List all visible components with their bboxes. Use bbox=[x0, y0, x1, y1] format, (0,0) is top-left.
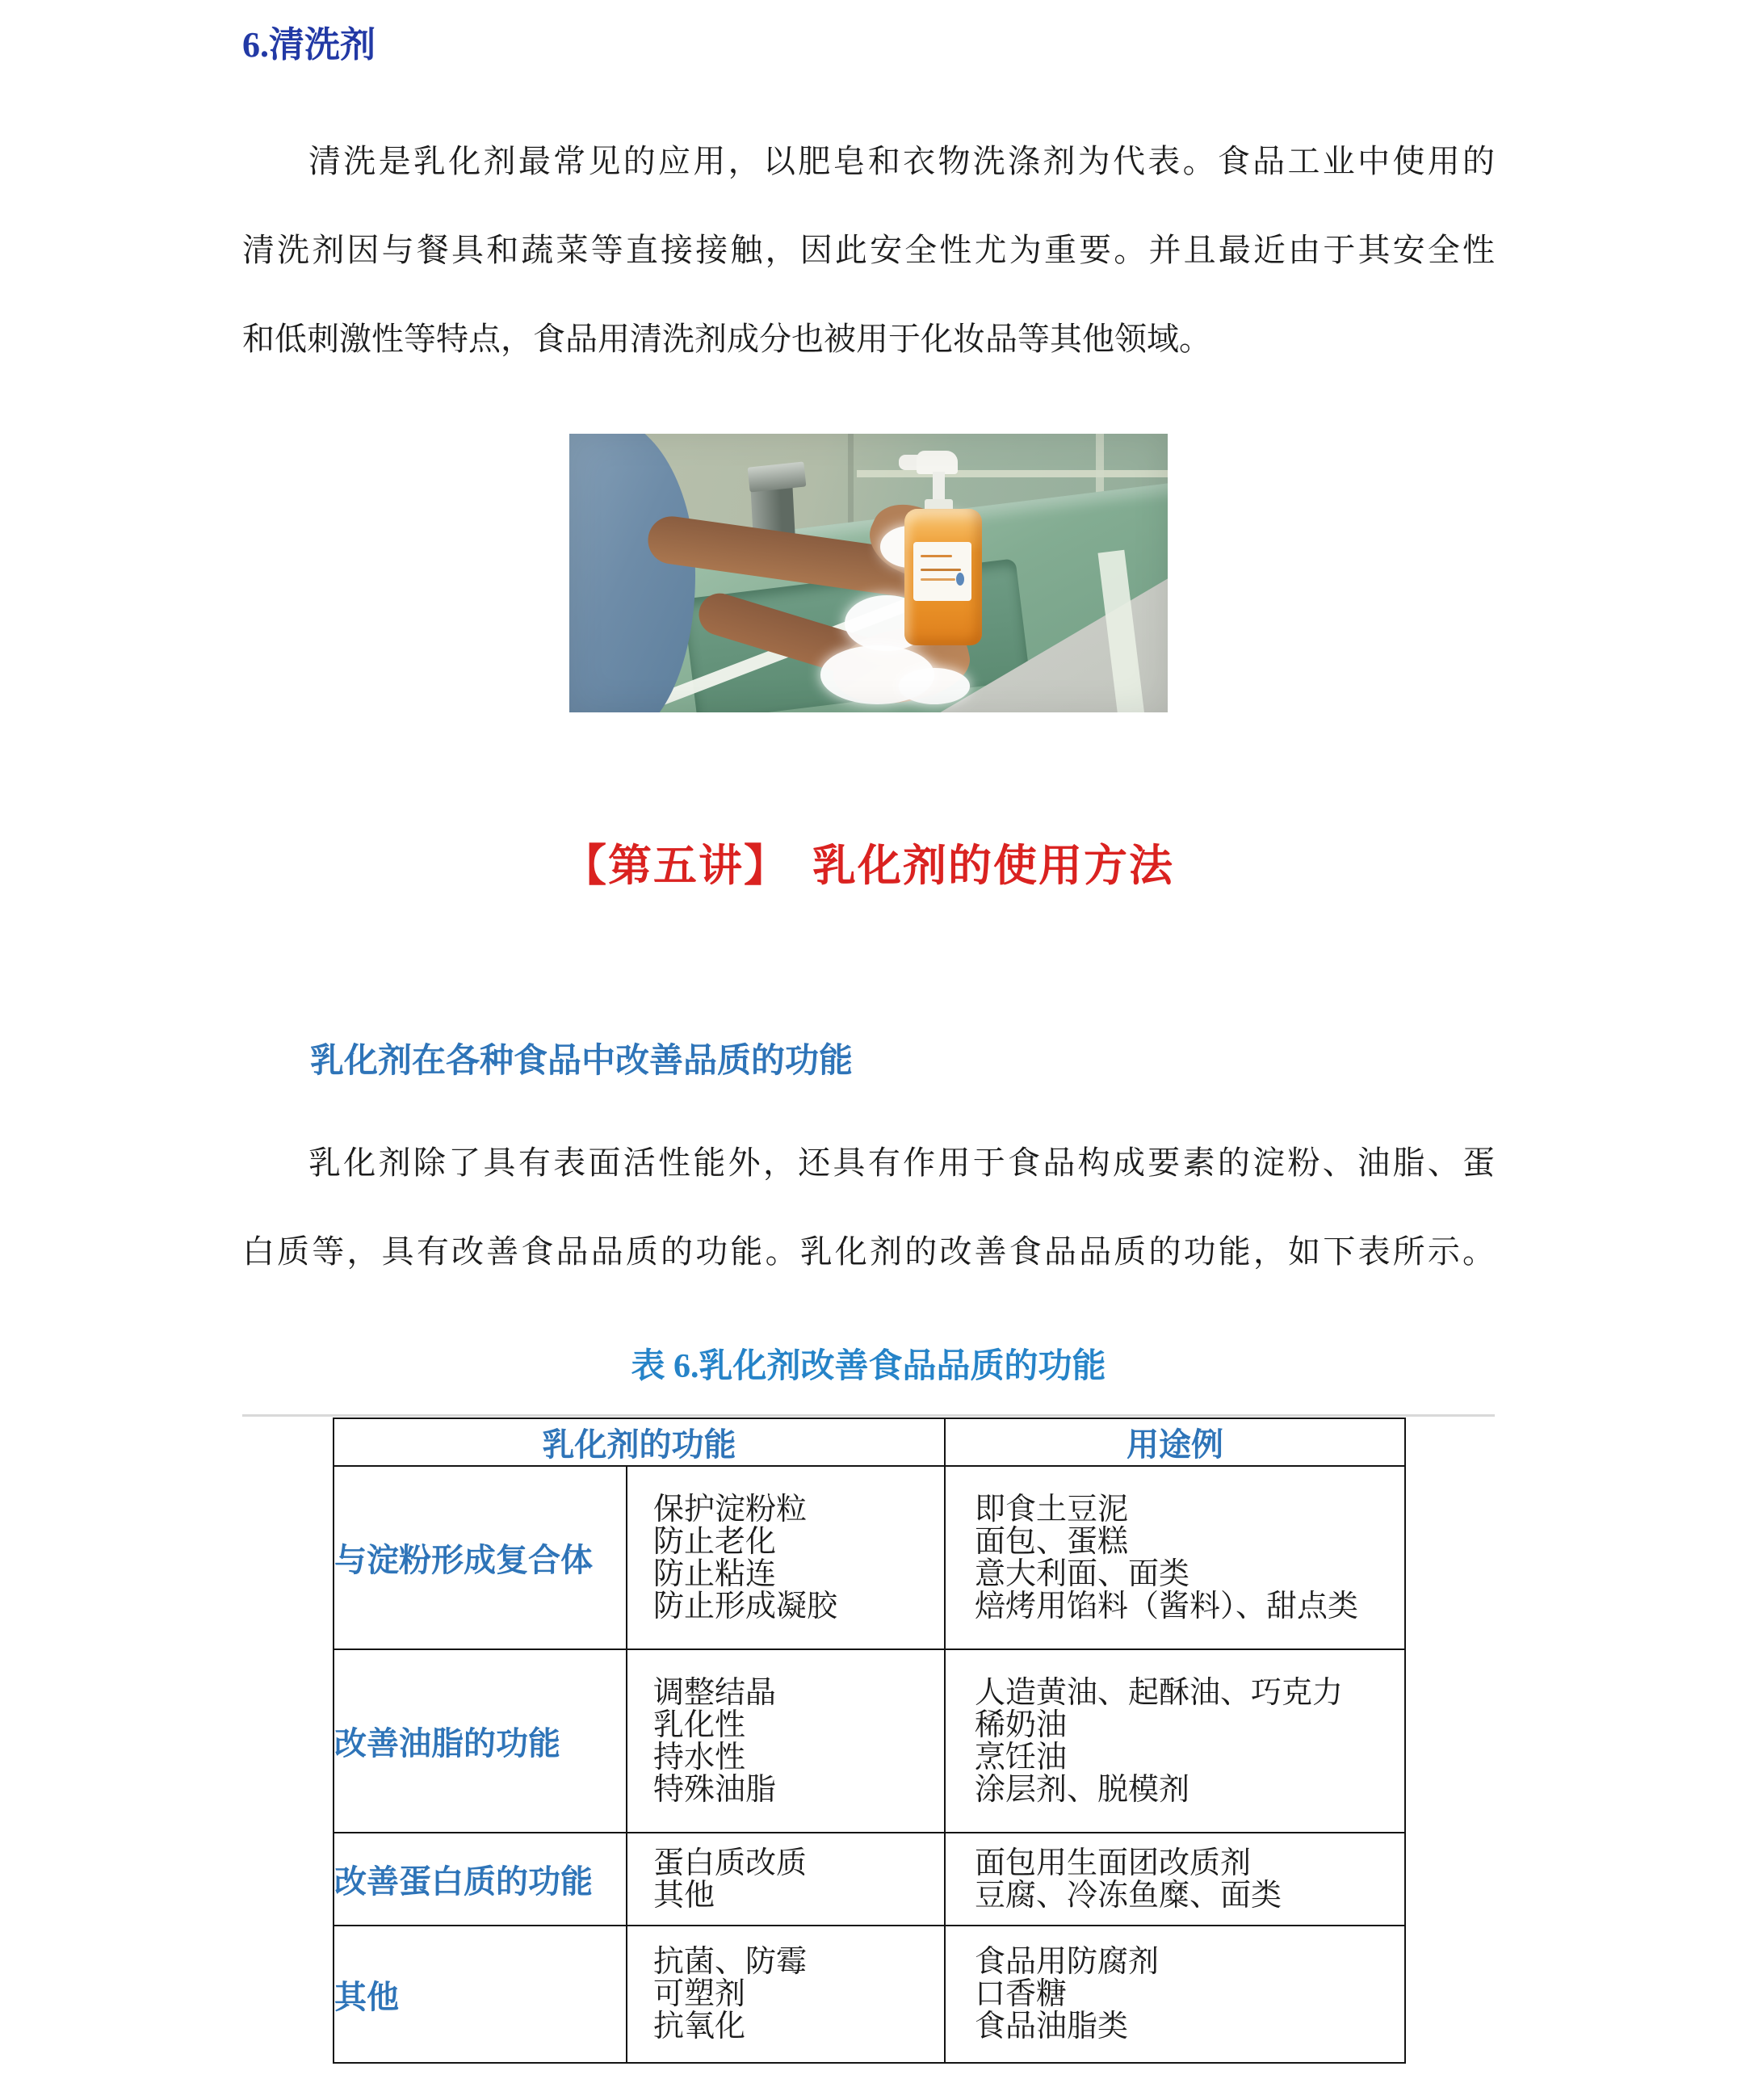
functions-cell bbox=[627, 1649, 945, 1833]
examples-cell bbox=[945, 1466, 1405, 1649]
header-cell-examples: 用途例 bbox=[945, 1418, 1405, 1466]
functions-paragraph bbox=[242, 1119, 1495, 1296]
functions-cell bbox=[627, 1466, 945, 1649]
function-item: 保护淀粉粒 bbox=[653, 1492, 808, 1527]
subheading-quality-functions: 乳化剂在各种食品中改善品质的功能 bbox=[310, 1043, 854, 1080]
category-cell: 改善蛋白质的功能 bbox=[334, 1833, 627, 1926]
functions-cell bbox=[627, 1833, 945, 1926]
paragraph-line: 乳化剂除了具有表面活性能外，还具有作用于食品构成要素的淀粉、油脂、蛋 bbox=[308, 1144, 1495, 1181]
table-row bbox=[334, 1833, 1405, 1926]
paragraph-line: 和低刺激性等特点，食品用清洗剂成分也被用于化妆品等其他领域。 bbox=[242, 321, 1211, 357]
paragraph-line: 清洗是乳化剂最常见的应用，以肥皂和衣物洗涤剂为代表。食品工业中使用的 bbox=[308, 143, 1495, 179]
function-item: 抗菌、防霉 bbox=[653, 1945, 808, 1979]
examples-cell bbox=[945, 1649, 1405, 1833]
function-item: 防止形成凝胶 bbox=[653, 1589, 838, 1623]
examples-cell bbox=[945, 1926, 1405, 2063]
table-row bbox=[334, 1926, 1405, 2063]
function-item: 抗氧化 bbox=[653, 2010, 746, 2043]
category-cell: 其他 bbox=[334, 1926, 627, 2063]
function-item: 持水性 bbox=[653, 1740, 746, 1774]
function-item: 防止老化 bbox=[653, 1524, 777, 1559]
section-heading-cleaning-agents: 6.清洗剂 bbox=[242, 25, 376, 65]
function-item: 蛋白质改质 bbox=[653, 1846, 808, 1880]
paragraph-line: 清洗剂因与餐具和蔬菜等直接接触，因此安全性尤为重要。并且最近由于其安全性 bbox=[242, 232, 1495, 268]
example-item: 食品用防腐剂 bbox=[975, 1945, 1160, 1979]
table-row bbox=[334, 1649, 1405, 1833]
function-item: 可塑剂 bbox=[653, 1977, 746, 2011]
header-cell-functions: 乳化剂的功能 bbox=[334, 1418, 945, 1466]
function-item: 防止粘连 bbox=[653, 1556, 777, 1591]
cleaning-paragraph bbox=[242, 117, 1495, 384]
photo-vignette bbox=[569, 434, 1168, 712]
category-cell: 与淀粉形成复合体 bbox=[334, 1466, 627, 1649]
lecture-5-heading: 【第五讲】 乳化剂的使用方法 bbox=[563, 842, 1174, 890]
emulsifier-functions-table bbox=[333, 1418, 1406, 2064]
example-item: 人造黄油、起酥油、巧克力 bbox=[975, 1675, 1344, 1710]
function-item: 特殊油脂 bbox=[653, 1772, 777, 1807]
example-item: 焙烤用馅料（酱料）、甜点类 bbox=[975, 1589, 1359, 1623]
table-row bbox=[334, 1466, 1405, 1649]
examples-cell bbox=[945, 1833, 1405, 1926]
example-item: 口香糖 bbox=[975, 1977, 1068, 2011]
category-cell: 改善油脂的功能 bbox=[334, 1649, 627, 1833]
hand-washing-photo bbox=[569, 434, 1168, 712]
paragraph-line: 白质等，具有改善食品品质的功能。乳化剂的改善食品品质的功能，如下表所示。 bbox=[242, 1233, 1495, 1270]
example-item: 豆腐、冷冻鱼糜、面类 bbox=[975, 1878, 1282, 1913]
function-item: 其他 bbox=[653, 1878, 715, 1913]
functions-cell bbox=[627, 1926, 945, 2063]
example-item: 面包用生面团改质剂 bbox=[975, 1846, 1252, 1880]
example-item: 烹饪油 bbox=[975, 1740, 1068, 1774]
example-item: 即食土豆泥 bbox=[975, 1492, 1129, 1527]
example-item: 食品油脂类 bbox=[975, 2010, 1129, 2043]
function-item: 调整结晶 bbox=[653, 1675, 777, 1710]
example-item: 面包、蛋糕 bbox=[975, 1524, 1129, 1559]
example-item: 意大利面、面类 bbox=[975, 1556, 1190, 1591]
table-6-title: 表 6.乳化剂改善食品品质的功能 bbox=[631, 1348, 1106, 1385]
horizontal-rule bbox=[242, 1414, 1495, 1417]
example-item: 涂层剂、脱模剂 bbox=[975, 1772, 1190, 1807]
function-item: 乳化性 bbox=[653, 1707, 746, 1742]
table-header-row bbox=[334, 1418, 1405, 1466]
example-item: 稀奶油 bbox=[975, 1707, 1068, 1742]
